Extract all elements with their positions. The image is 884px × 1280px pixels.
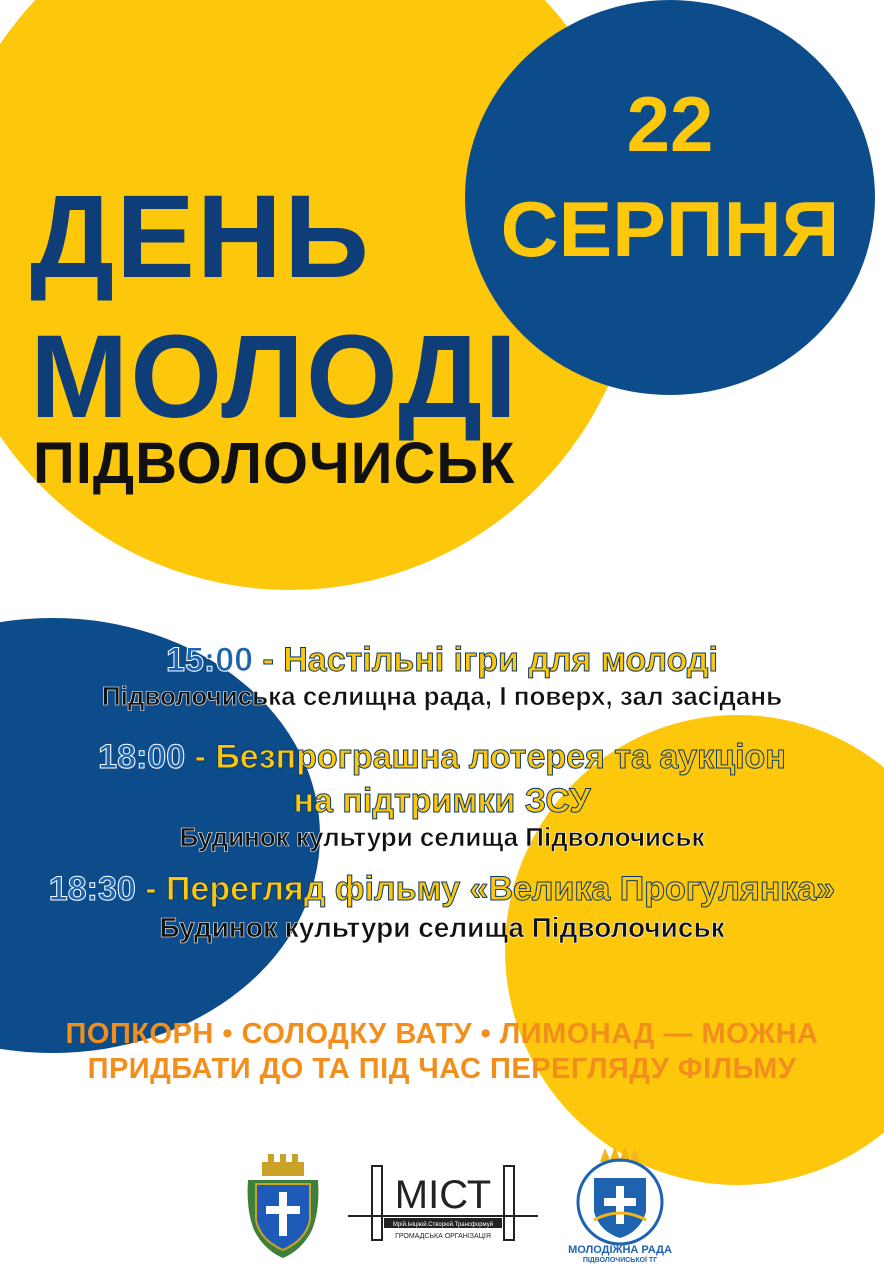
event-2-title: Безпрограшна лотерея та аукціон — [215, 738, 786, 776]
note-line2: ПРИДБАТИ ДО ТА ПІД ЧАС ПЕРЕГЛЯДУ ФІЛЬМУ — [87, 1053, 797, 1085]
coat-of-arms-logo — [244, 1150, 322, 1262]
event-3-sep: - — [135, 870, 166, 908]
event-2-place: Будинок культури селища Підволочиськ — [179, 822, 705, 852]
youth-council-label — [555, 1245, 685, 1264]
mist-logo — [348, 1160, 538, 1252]
mist-org: ГРОМАДСЬКА ОРГАНІЗАЦІЯ — [395, 1233, 491, 1240]
event-1-heading — [0, 643, 884, 677]
title-line1: ДЕНЬ — [30, 171, 371, 303]
event-1-place: Підволочиська селищна рада, І поверх, зал засідань — [101, 681, 783, 711]
event-2-sep: - — [185, 738, 216, 776]
event-3-time: 18:30 — [48, 870, 136, 908]
event-2-time: 18:00 — [98, 738, 186, 776]
rada-name: МОЛОДІЖНА РАДА — [568, 1244, 672, 1256]
mist-tagline: Мрій.Ініціюй.Створюй.Трансформуй — [392, 1222, 494, 1228]
event-1-title: Настільні ігри для молоді — [283, 641, 718, 679]
note-line1: ПОПКОРН • СОЛОДКУ ВАТУ • ЛИМОНАД — МОЖНА — [65, 1018, 819, 1050]
mist-name: МІСТ — [394, 1173, 492, 1217]
event-1-sep: - — [253, 641, 284, 679]
event-1-time: 15:00 — [166, 641, 254, 679]
title-line2: МОЛОДІ — [30, 311, 520, 443]
date-month: СЕРПНЯ — [500, 185, 840, 273]
event-3-place: Будинок культури селища Підволочиськ — [159, 912, 725, 943]
event-2-title-cont — [0, 784, 884, 818]
date-day: 22 — [626, 80, 714, 168]
rada-sub: ПІДВОЛОЧИСЬКОЇ ТГ — [582, 1256, 658, 1264]
title-location: ПІДВОЛОЧИСЬК — [33, 431, 516, 496]
event-3-heading — [0, 872, 884, 906]
event-2-heading — [0, 740, 884, 774]
event-3-title: Перегляд фільму «Велика Прогулянка» — [165, 870, 836, 908]
event-2-title-cont-text: на підтримки ЗСУ — [293, 782, 591, 820]
